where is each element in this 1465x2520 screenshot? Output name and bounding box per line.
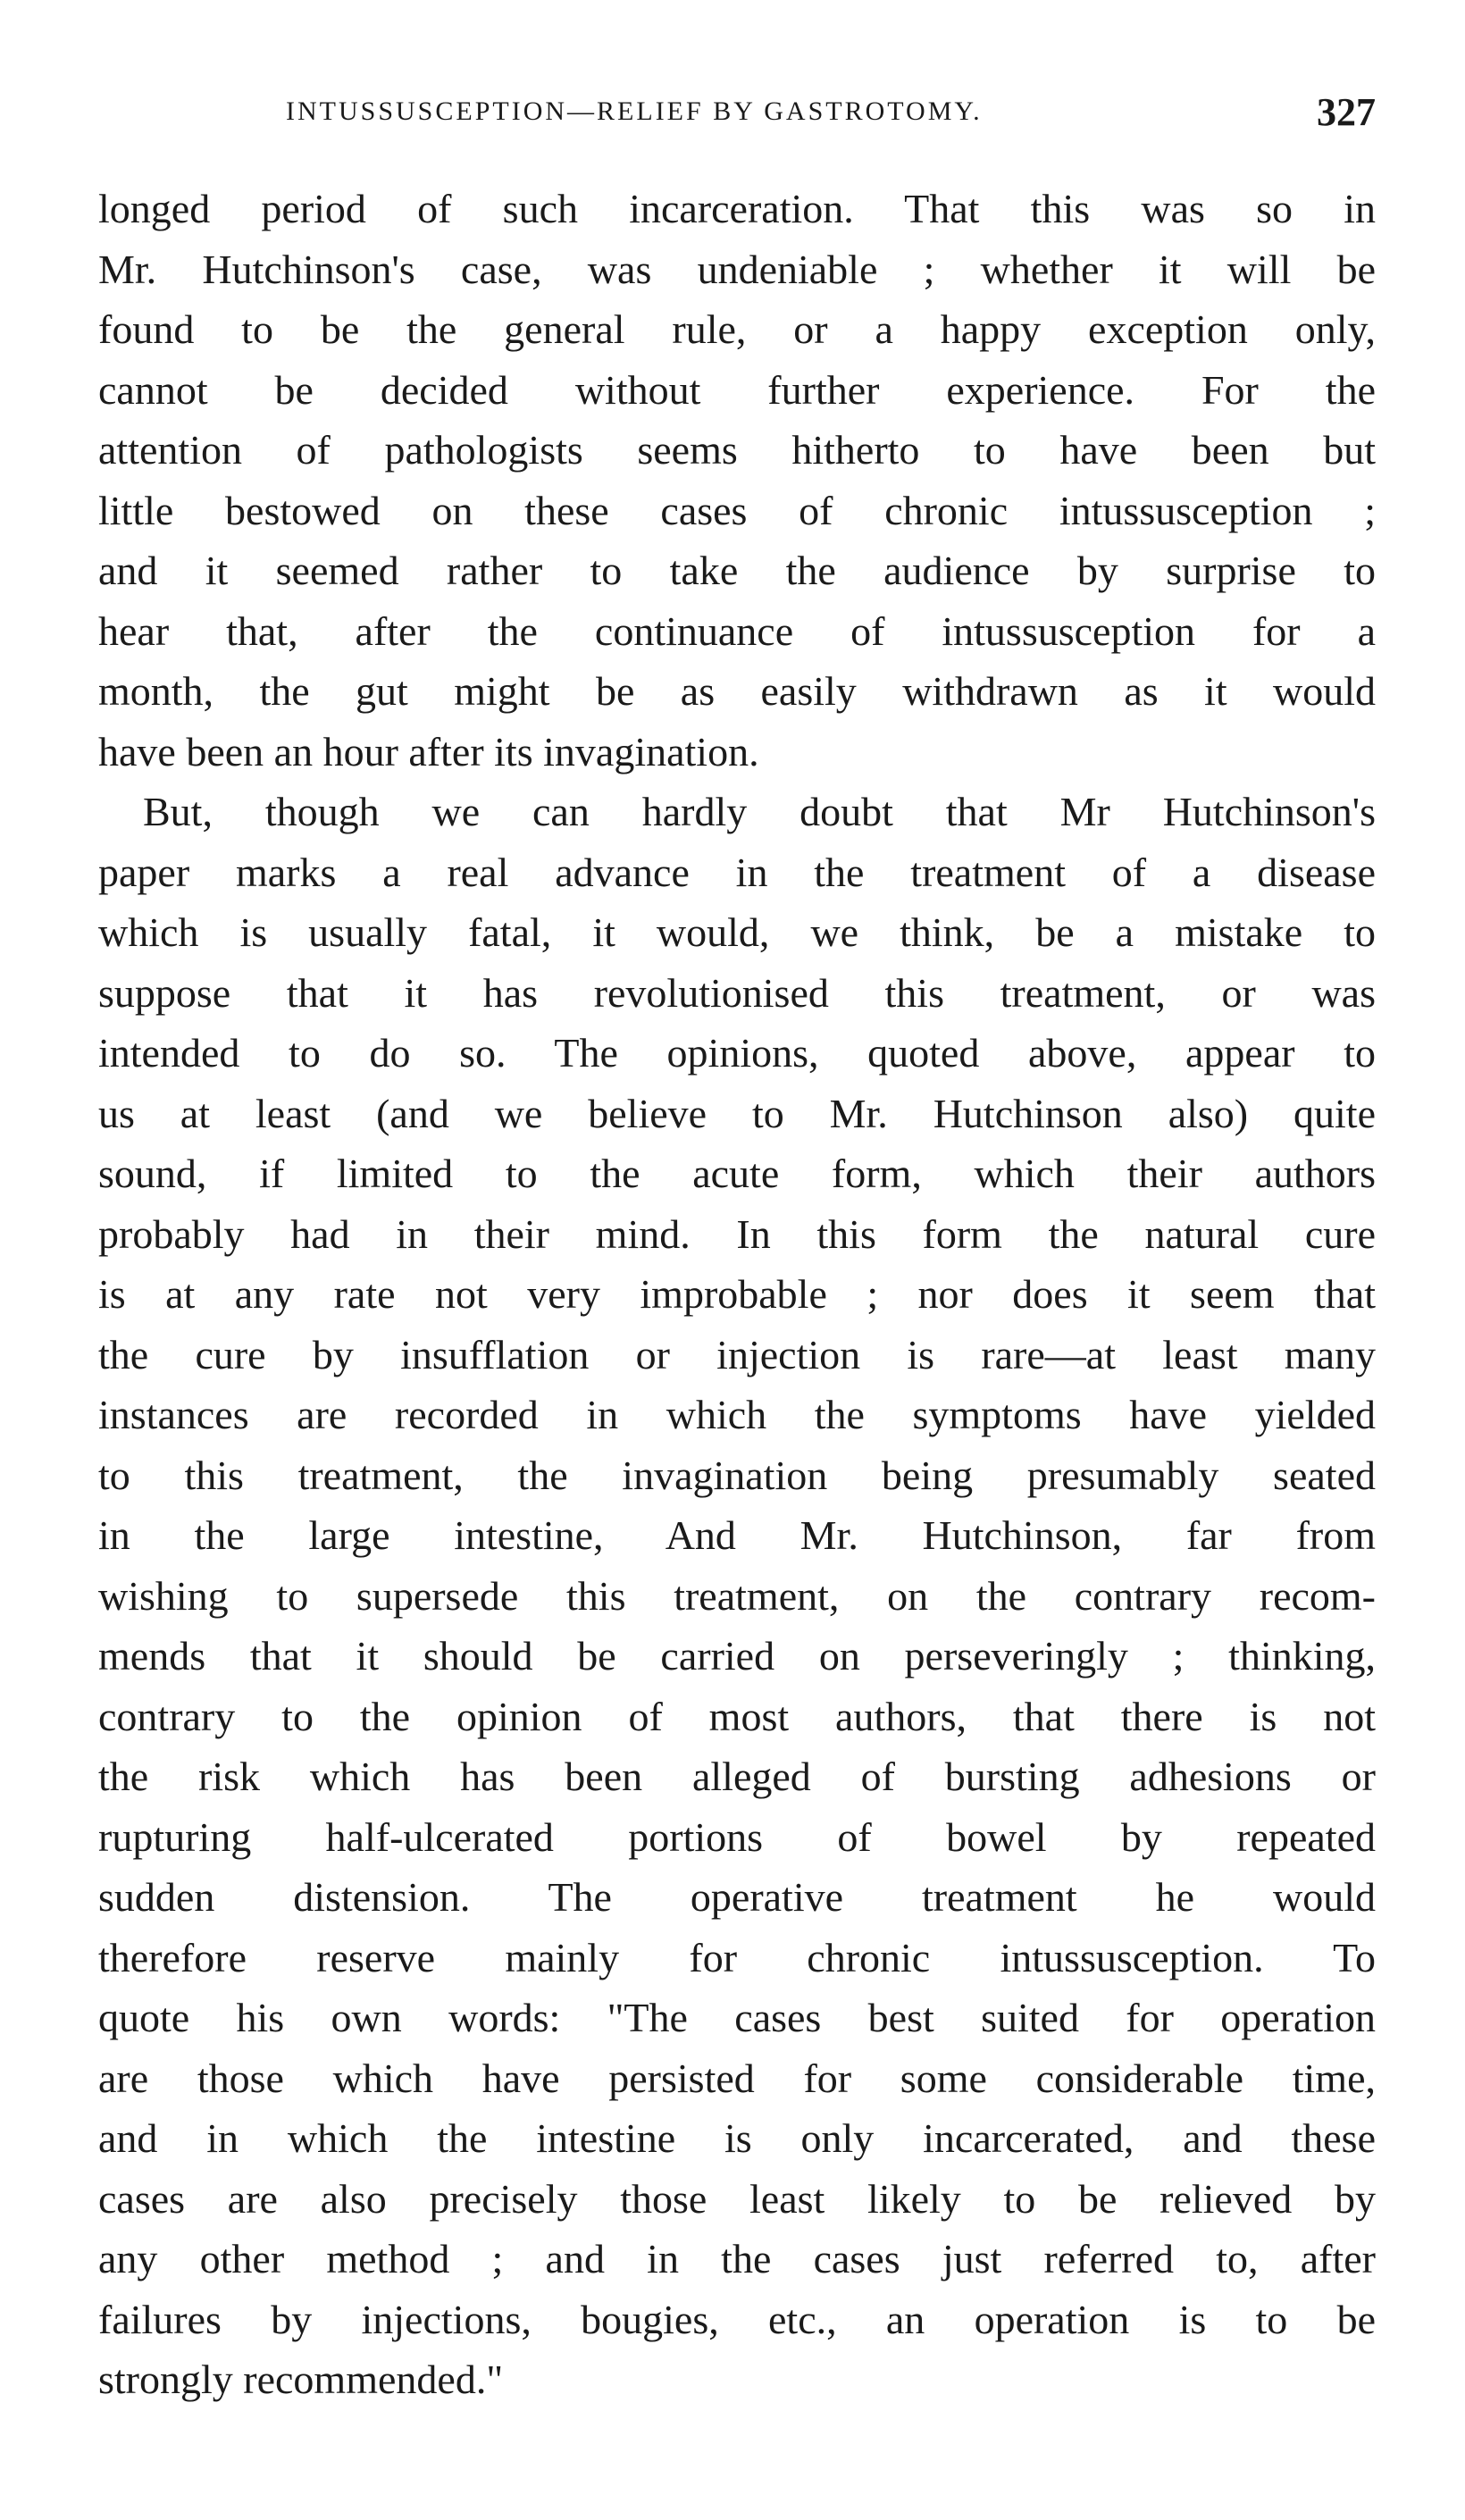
text-line: therefore reserve mainly for chronic intussusception. To [98,1934,1376,1980]
running-head [98,89,1376,143]
text-line: little bestowed on these cases of chronic intussusception ; [98,487,1376,533]
text-line: probably had in their mind. In this form the natural cure [98,1210,1376,1257]
text-line: quote his own words: "The cases best suited for operation [98,1995,1376,2040]
text-line: hear that, after the continuance of intussusception for a [98,607,1376,654]
text-line: mends that it should be carried on perseveringly ; thinking, [98,1633,1376,1679]
text-line: the risk which has been alleged of bursting adhesions or [98,1754,1376,1799]
running-title: INTUSSUSCEPTION—RELIEF BY GASTROTOMY. [286,96,983,126]
text-line: to this treatment, the invagination being presumably seated [98,1452,1376,1498]
text-line: are those which have persisted for some considerable time, [98,2055,1376,2101]
text-line: suppose that it has revolutionised this treatment, or was [98,969,1376,1016]
text-line: instances are recorded in which the symptoms have yielded [98,1392,1376,1437]
text-line: failures by injections, bougies, etc., an operation is to be [98,2296,1376,2342]
text-line: cannot be decided without further experience. For the [98,366,1376,413]
paragraph-2 [98,782,1376,2410]
text-line: attention of pathologists seems hitherto to have been but [98,427,1376,473]
text-line: Mr. Hutchinson's case, was undeniable ; whether it will be [98,246,1376,292]
text-line: rupturing half-ulcerated portions of bowel by repeated [98,1813,1376,1860]
text-line: month, the gut might be as easily withdrawn as it would [98,668,1376,714]
text-line: and it seemed rather to take the audience by surprise to [98,548,1376,593]
text-line: But, though we can hardly doubt that Mr Hutchinson's [143,789,1376,834]
text-line: any other method ; and in the cases just referred to, after [98,2236,1376,2281]
text-line: longed period of such incarceration. That this was so in [98,186,1376,231]
text-line: is at any rate not very improbable ; nor does it seem that [98,1271,1376,1317]
paragraph-1 [98,179,1376,782]
text-line: contrary to the opinion of most authors, that there is not [98,1693,1376,1739]
text-line: us at least (and we believe to Mr. Hutchinson also) quite [98,1090,1376,1136]
text-line: paper marks a real advance in the treatment of a disease [98,849,1376,895]
text-line: strongly recommended." [98,2357,504,2402]
text-line: sudden distension. The operative treatment he would [98,1874,1376,1920]
text-line: in the large intestine, And Mr. Hutchinson, far from [98,1512,1376,1558]
text-line: and in which the intestine is only incarcerated, and these [98,2115,1376,2161]
page-number: 327 [1317,90,1376,134]
text-line: sound, if limited to the acute form, which their authors [98,1151,1376,1196]
text-line: the cure by insufflation or injection is rare—at least many [98,1331,1376,1377]
body-text [98,179,1376,2410]
text-line: cases are also precisely those least likely to be relieved by [98,2175,1376,2222]
text-line: intended to do so. The opinions, quoted above, appear to [98,1030,1376,1076]
text-line: which is usually fatal, it would, we think, be a mistake to [98,909,1376,955]
text-line: wishing to supersede this treatment, on the contrary recom- [98,1572,1376,1619]
text-line: found to be the general rule, or a happy exception only, [98,306,1376,352]
text-line: have been an hour after its invagination. [98,728,759,774]
